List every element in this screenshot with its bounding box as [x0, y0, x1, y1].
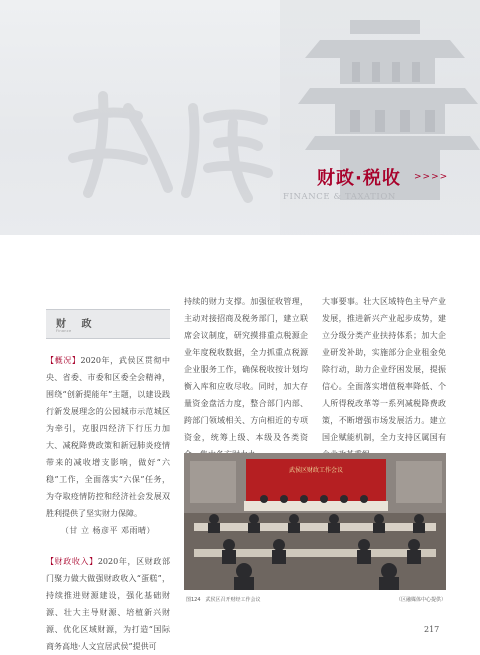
finance-heading: 财 政 [56, 319, 98, 330]
author-credit: （甘 立 杨彦平 邓雨晴） [60, 526, 156, 535]
meeting-photo [184, 453, 446, 590]
banner-text: 武侯区财政工作会议 [288, 467, 344, 474]
text-column-2 [184, 293, 308, 463]
calligraphy-logo [58, 88, 288, 208]
meeting-photo-image [184, 453, 446, 590]
page-number: 217 [424, 625, 440, 634]
overview-paragraph [46, 352, 170, 522]
section-subtitle: FINANCE & TAXATION [283, 192, 396, 202]
revenue-tag: 【财政收入】 [46, 557, 98, 566]
text-column-3 [322, 293, 446, 463]
photo-caption: 图124 武侯区召开财经工作会议 [186, 597, 261, 603]
finance-heading-box [46, 309, 170, 339]
column-3-text: 大事要事。壮大区域特色主导产业发展，推进新兴产业起步成势，建立分级分类产业扶持体系；加大企业研发补助，实施部分企业租金免除行动，助力企业纾困发展，提振信心。全面落实增值税率降低、个人所得税改革等一系列减税降费政策，不断增强市场发展活力。建立国企赋能机制，全力支持区属国有 [322, 297, 446, 442]
revenue-text: 2020年，区财政部门聚力做大做强财政收入“蛋糕”，持续推进财源建设，强化基础财源、壮大主导财源、培植新兴财源、优化区域财源，为打造“国际商务高地·人文宜居武侯”提供可 [46, 557, 171, 651]
section-arrows: >>>> [414, 172, 449, 182]
header-banner [0, 0, 480, 235]
overview-tag: 【概况】 [46, 356, 81, 365]
photo-credit: （区融媒体中心提供） [395, 597, 446, 603]
column-2-text: 持续的财力支撑。加强征收管理，主动对接招商及税务部门，建立联席会议制度，研究摸排重点税源企业年度税收数据，全力抓重点税源企业服务工作，确保税收按计划均衡入库和应收尽收。同时，加大存量资金盘活力度，整合部门内部、跨部门领域相关、方向相近的专项资金，统筹上级、本级及各类资 [184, 297, 308, 442]
text-column-1 [46, 352, 170, 655]
finance-heading-sub: Finance [56, 329, 72, 333]
overview-text: 2020年，武侯区贯彻中央、省委、市委和区委全会精神，围绕“创新提能年”主题，以建设践行新发展理念的公园城市示范城区为牵引，克服四经济下行压力加大、减税降费政策和新冠肺炎疫情带来的减收增支影响，做好“六稳”工作，全面落实“六保”任务，为夺取疫情防控和经济社会发展双胜利提供了坚实财力保障。 [46, 356, 170, 518]
section-title: 财政·税收 [317, 168, 401, 189]
revenue-paragraph [46, 553, 170, 655]
